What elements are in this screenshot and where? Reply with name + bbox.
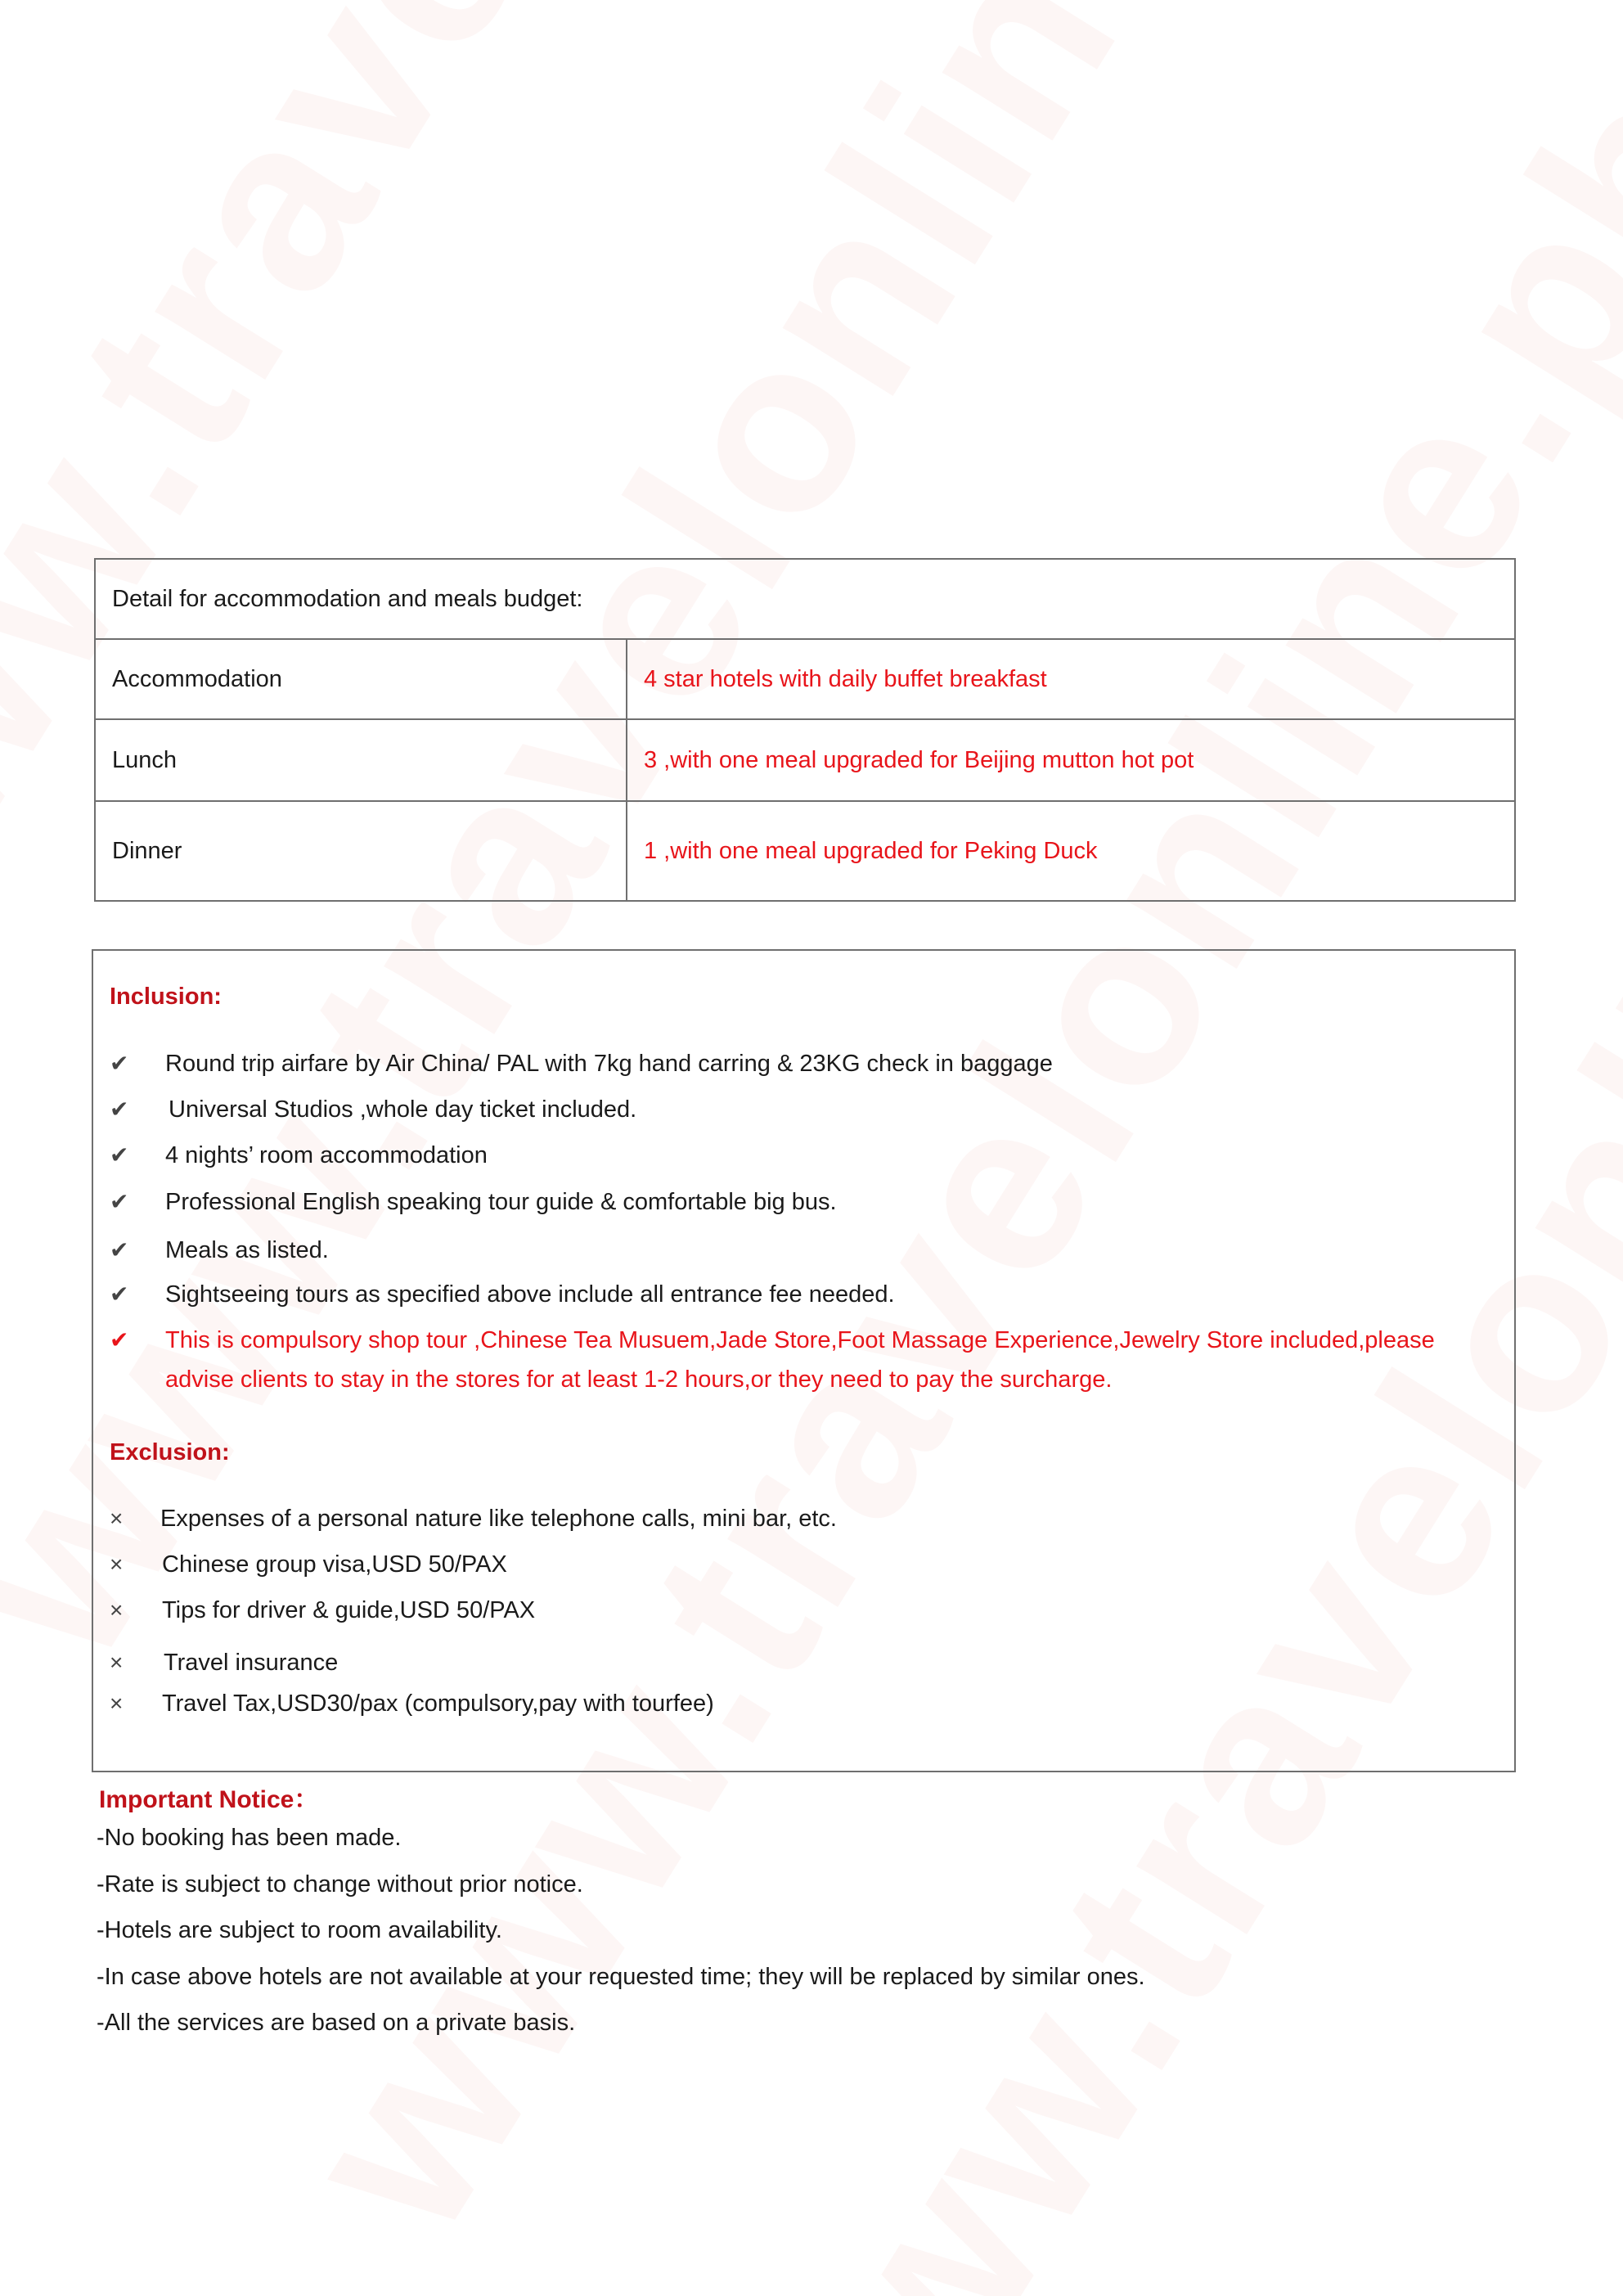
check-icon: ✔	[110, 1327, 129, 1353]
check-icon: ✔	[110, 1237, 129, 1263]
table-header-cell: Detail for accommodation and meals budget:	[95, 559, 1515, 639]
inclusion-item-text: Round trip airfare by Air China/ PAL with 7kg hand carring & 23KG check in baggage	[165, 1051, 1053, 1077]
table-header-row	[95, 559, 1515, 639]
inclusion-item-text: This is compulsory shop tour ,Chinese Tea Musuem,Jade Store,Foot Massage Experience,Jewelry Store included,please advise clients to stay in the stores for at least 1-2 hours,or they need to pay the surcharge.	[165, 1327, 1435, 1393]
cross-icon: ×	[110, 1690, 124, 1716]
check-icon: ✔	[110, 1281, 129, 1307]
inclusion-heading: Inclusion:	[110, 984, 222, 1010]
notice-line: -Hotels are subject to room availability.	[97, 1917, 502, 1943]
table-row	[95, 801, 1515, 901]
notice-line: -All the services are based on a private basis.	[97, 2010, 576, 2036]
row-label-accommodation: Accommodation	[95, 639, 627, 719]
check-icon: ✔	[110, 1142, 129, 1168]
inclusion-item-text: Sightseeing tours as specified above include all entrance fee needed.	[165, 1281, 895, 1308]
row-label-lunch: Lunch	[95, 719, 627, 801]
exclusion-item-text: Tips for driver & guide,USD 50/PAX	[162, 1597, 536, 1623]
notice-line: -In case above hotels are not available at your requested time; they will be replaced by similar ones.	[97, 1964, 1145, 1990]
exclusion-item-text: Expenses of a personal nature like telephone calls, mini bar, etc.	[160, 1506, 837, 1532]
inclusion-item-text: 4 nights’ room accommodation	[165, 1142, 488, 1168]
inclusion-item-text: Universal Studios ,whole day ticket included.	[169, 1096, 637, 1123]
notice-heading: Important Notice：	[99, 1786, 319, 1813]
check-icon: ✔	[110, 1096, 129, 1122]
exclusion-item-text: Travel insurance	[164, 1650, 339, 1676]
check-icon: ✔	[110, 1189, 129, 1214]
row-value-accommodation: 4 star hotels with daily buffet breakfast	[627, 639, 1515, 719]
cross-icon: ×	[110, 1597, 124, 1623]
cross-icon: ×	[110, 1506, 124, 1531]
cross-icon: ×	[110, 1650, 124, 1675]
cross-icon: ×	[110, 1551, 124, 1577]
row-value-dinner: 1 ,with one meal upgraded for Peking Duck	[627, 801, 1515, 901]
table-row	[95, 639, 1515, 719]
exclusion-heading: Exclusion:	[110, 1439, 230, 1465]
inclusion-item-text: Meals as listed.	[165, 1237, 329, 1263]
exclusion-item-text: Travel Tax,USD30/pax (compulsory,pay with tourfee)	[162, 1690, 714, 1717]
exclusion-item-text: Chinese group visa,USD 50/PAX	[162, 1551, 507, 1578]
inclusion-item-text: Professional English speaking tour guide & comfortable big bus.	[165, 1189, 837, 1215]
notice-line: -Rate is subject to change without prior notice.	[97, 1871, 583, 1898]
row-label-dinner: Dinner	[95, 801, 627, 901]
meals-budget-table	[94, 558, 1516, 902]
row-value-lunch: 3 ,with one meal upgraded for Beijing mutton hot pot	[627, 719, 1515, 801]
notice-line: -No booking has been made.	[97, 1825, 402, 1851]
check-icon: ✔	[110, 1051, 129, 1076]
table-row	[95, 719, 1515, 801]
inclusion-exclusion-box	[92, 949, 1516, 1772]
